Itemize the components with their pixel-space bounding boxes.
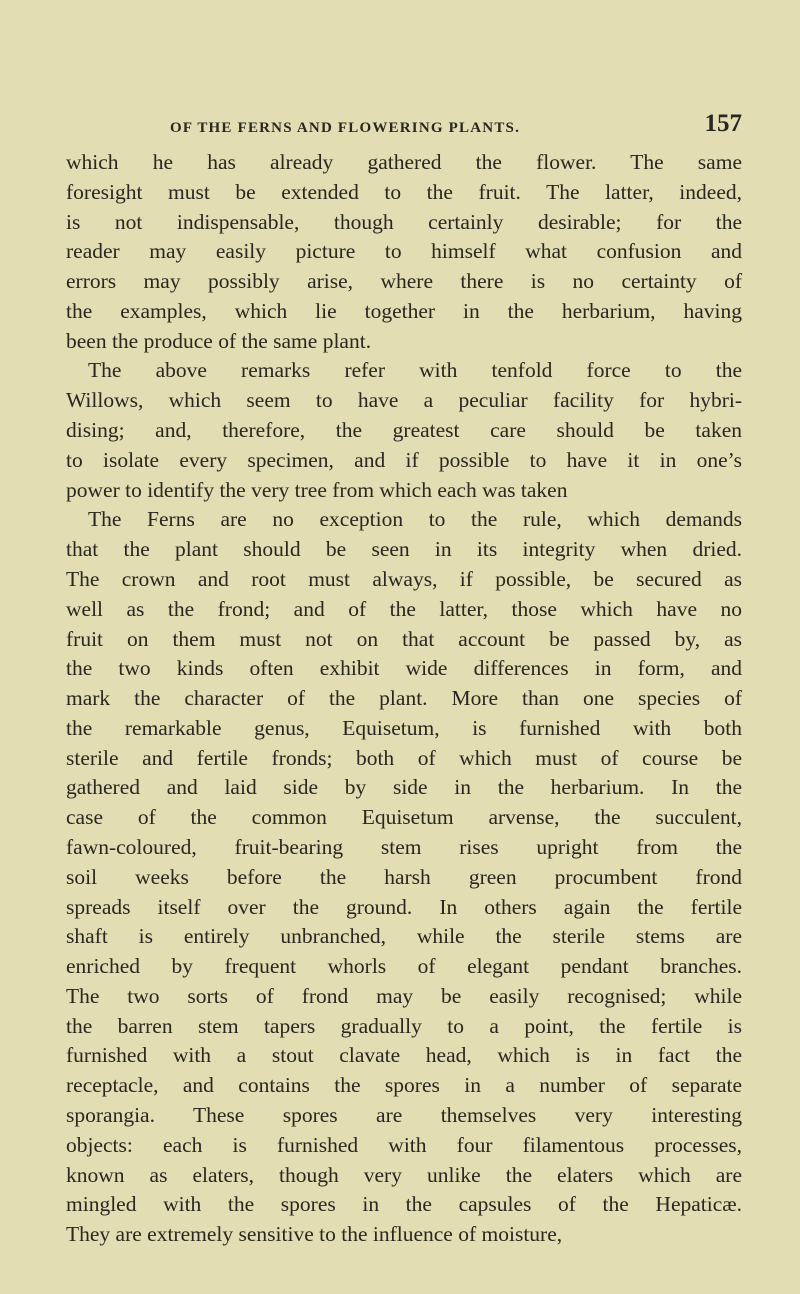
text-line: receptacle, and contains the spores in a number of separate	[66, 1073, 742, 1098]
text-line: reader may easily picture to himself what confusion and	[66, 239, 742, 264]
text-line: errors may possibly arise, where there is no certainty of	[66, 269, 742, 294]
text-line: shaft is entirely unbranched, while the sterile stems are	[66, 924, 742, 949]
text-line: that the plant should be seen in its integrity when dried.	[66, 537, 742, 562]
text-line: furnished with a stout clavate head, which is in fact the	[66, 1043, 742, 1068]
text-line: which he has already gathered the flower. The same	[66, 150, 742, 174]
text-line: mark the character of the plant. More than one species of	[66, 686, 742, 711]
text-line: fruit on them must not on that account be passed by, as	[66, 626, 742, 651]
text-line: power to identify the very tree from which each was taken	[66, 477, 568, 502]
text-line: enriched by frequent whorls of elegant pendant branches.	[66, 954, 742, 979]
text-line: is not indispensable, though certainly desirable; for the	[66, 209, 742, 234]
page-header	[170, 110, 742, 142]
text-line: the barren stem tapers gradually to a point, the fertile is	[66, 1013, 742, 1038]
text-line: the examples, which lie together in the herbarium, having	[66, 298, 742, 323]
text-line: The two sorts of frond may be easily recognised; while	[66, 983, 742, 1008]
text-line: Willows, which seem to have a peculiar facility for hybri-	[66, 388, 742, 413]
text-line: the two kinds often exhibit wide differences in form, and	[66, 656, 742, 681]
running-head: OF THE FERNS AND FLOWERING PLANTS.	[170, 120, 521, 136]
text-line: They are extremely sensitive to the influence of moisture,	[66, 1222, 563, 1247]
text-line: been the produce of the same plant.	[66, 328, 372, 353]
text-line: The Ferns are no exception to the rule, which demands	[88, 507, 742, 532]
text-line: spreads itself over the ground. In others again the fertile	[66, 894, 742, 919]
text-line: sporangia. These spores are themselves very interesting	[66, 1103, 742, 1127]
text-line: mingled with the spores in the capsules of the Hepaticæ.	[66, 1192, 742, 1217]
body-text	[66, 148, 742, 1250]
text-line: case of the common Equisetum arvense, the succulent,	[66, 805, 742, 830]
text-line: soil weeks before the harsh green procumbent frond	[66, 864, 742, 889]
text-line: known as elaters, though very unlike the elaters which are	[66, 1162, 742, 1187]
text-line: foresight must be extended to the fruit. The latter, indeed,	[66, 179, 742, 204]
page-number: 157	[704, 110, 742, 137]
text-line: the remarkable genus, Equisetum, is furnished with both	[66, 715, 742, 740]
text-line: fawn-coloured, fruit-bearing stem rises upright from the	[66, 834, 742, 859]
text-line: The above remarks refer with tenfold force to the	[88, 358, 742, 383]
text-line: sterile and fertile fronds; both of which must of course be	[66, 745, 742, 770]
text-line: dising; and, therefore, the greatest care should be taken	[66, 418, 742, 443]
text-line: to isolate every specimen, and if possible to have it in one’s	[66, 447, 742, 472]
text-line: objects: each is furnished with four filamentous processes,	[66, 1132, 742, 1157]
text-line: well as the frond; and of the latter, those which have no	[66, 596, 742, 621]
text-line: The crown and root must always, if possible, be secured as	[66, 566, 742, 591]
text-line: gathered and laid side by side in the herbarium. In the	[66, 775, 742, 800]
